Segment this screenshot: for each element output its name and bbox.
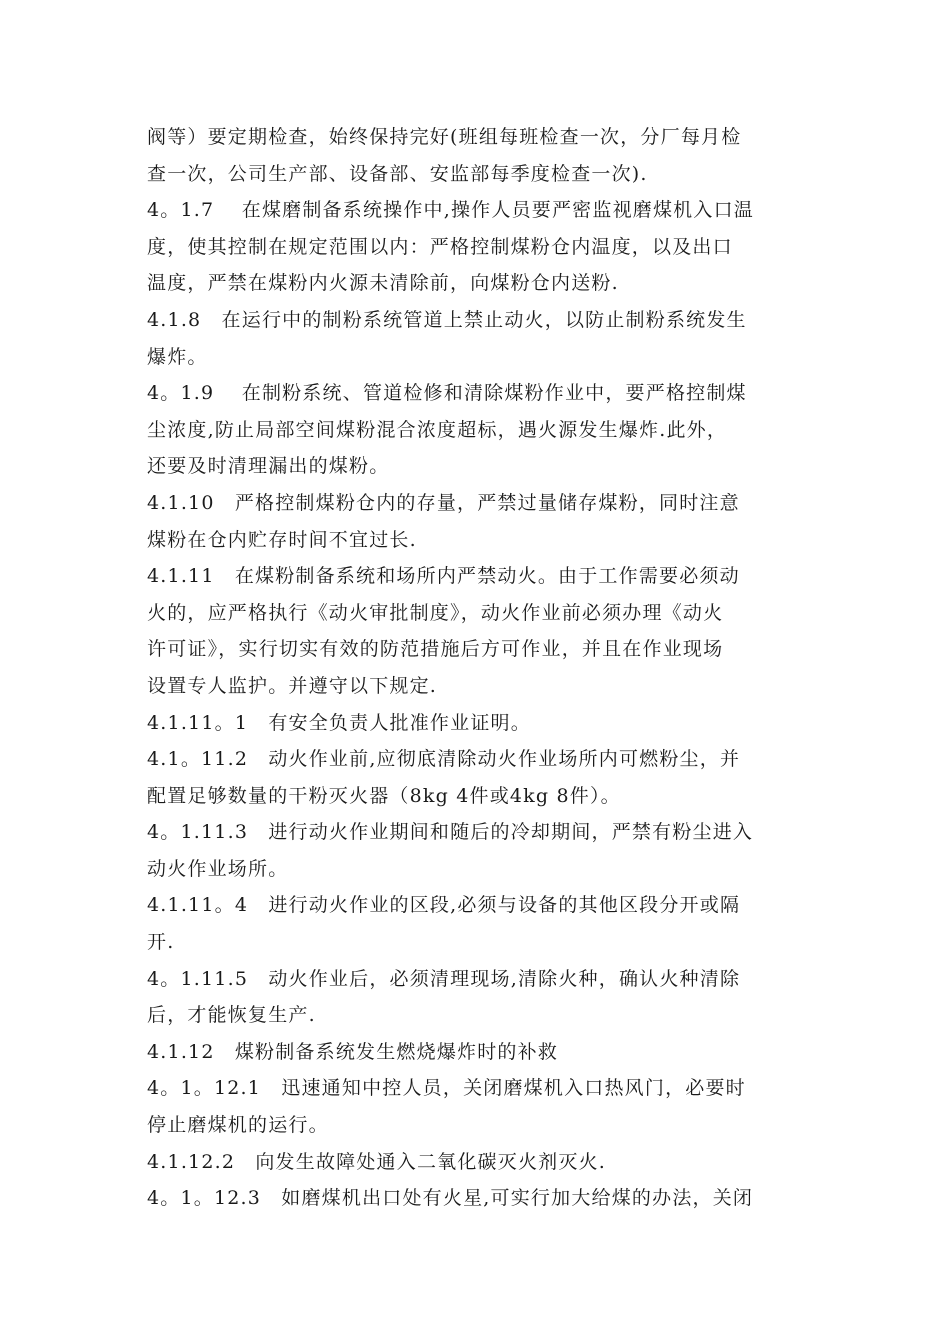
text-line: 度，使其控制在规定范围以内：严格控制煤粉仓内温度，以及出口 <box>147 235 733 258</box>
text-line: 尘浓度,防止局部空间煤粉混合浓度超标，遇火源发生爆炸.此外， <box>147 418 728 441</box>
text-line: 4.1.11。4 进行动火作业的区段,必须与设备的其他区段分开或隔 <box>147 894 741 917</box>
text-line: 煤粉在仓内贮存时间不宜过长. <box>147 528 417 551</box>
text-line: 开. <box>147 931 175 954</box>
document-body <box>147 119 807 1217</box>
text-line: 4.1.12 煤粉制备系统发生燃烧爆炸时的补救 <box>147 1040 559 1063</box>
text-line: 设置专人监护。并遵守以下规定. <box>147 674 438 697</box>
text-line: 4。1。12.3 如磨煤机出口处有火星,可实行加大给煤的办法，关闭 <box>147 1187 754 1210</box>
text-line: 4.1.10 严格控制煤粉仓内的存量，严禁过量储存煤粉，同时注意 <box>147 491 740 514</box>
text-line: 停止磨煤机的运行。 <box>147 1114 329 1137</box>
text-line: 查一次，公司生产部、设备部、安监部每季度检查一次). <box>147 162 648 185</box>
text-line: 4.1.11 在煤粉制备系统和场所内严禁动火。由于工作需要必须动 <box>147 565 740 588</box>
text-line: 4.1.8 在运行中的制粉系统管道上禁止动火，以防止制粉系统发生 <box>147 308 747 331</box>
text-line: 4.1.12.2 向发生故障处通入二氧化碳灭火剂灭火. <box>147 1150 607 1173</box>
text-line: 4.1.11。1 有安全负责人批准作业证明。 <box>147 711 531 734</box>
text-line: 4。1.9 在制粉系统、管道检修和清除煤粉作业中，要严格控制煤 <box>147 382 747 405</box>
text-line: 4。1.11.3 进行动火作业期间和随后的冷却期间，严禁有粉尘进入 <box>147 821 754 844</box>
text-line: 许可证》，实行切实有效的防范措施后方可作业，并且在作业现场 <box>147 638 724 661</box>
text-line: 后，才能恢复生产. <box>147 1004 316 1027</box>
text-line: 爆炸。 <box>147 345 208 368</box>
text-line: 配置足够数量的干粉灭火器（8kg 4件或4kg 8件）。 <box>147 784 621 807</box>
text-line: 还要及时清理漏出的煤粉。 <box>147 455 390 478</box>
text-line: 4。1.7 在煤磨制备系统操作中,操作人员要严密监视磨煤机入口温 <box>147 199 754 222</box>
text-line: 4。1.11.5 动火作业后，必须清理现场,清除火种，确认火种清除 <box>147 967 741 990</box>
text-line: 4.1。11.2 动火作业前,应彻底清除动火作业场所内可燃粉尘，并 <box>147 748 741 771</box>
text-line: 动火作业场所。 <box>147 857 289 880</box>
text-line: 温度，严禁在煤粉内火源未清除前，向煤粉仓内送粉. <box>147 272 619 295</box>
text-line: 4。1。12.1 迅速通知中控人员，关闭磨煤机入口热风门，必要时 <box>147 1077 746 1100</box>
text-line: 阀等）要定期检查，始终保持完好(班组每班检查一次，分厂每月检 <box>147 126 742 148</box>
text-line: 火的，应严格执行《动火审批制度》，动火作业前必须办理《动火 <box>147 601 724 624</box>
